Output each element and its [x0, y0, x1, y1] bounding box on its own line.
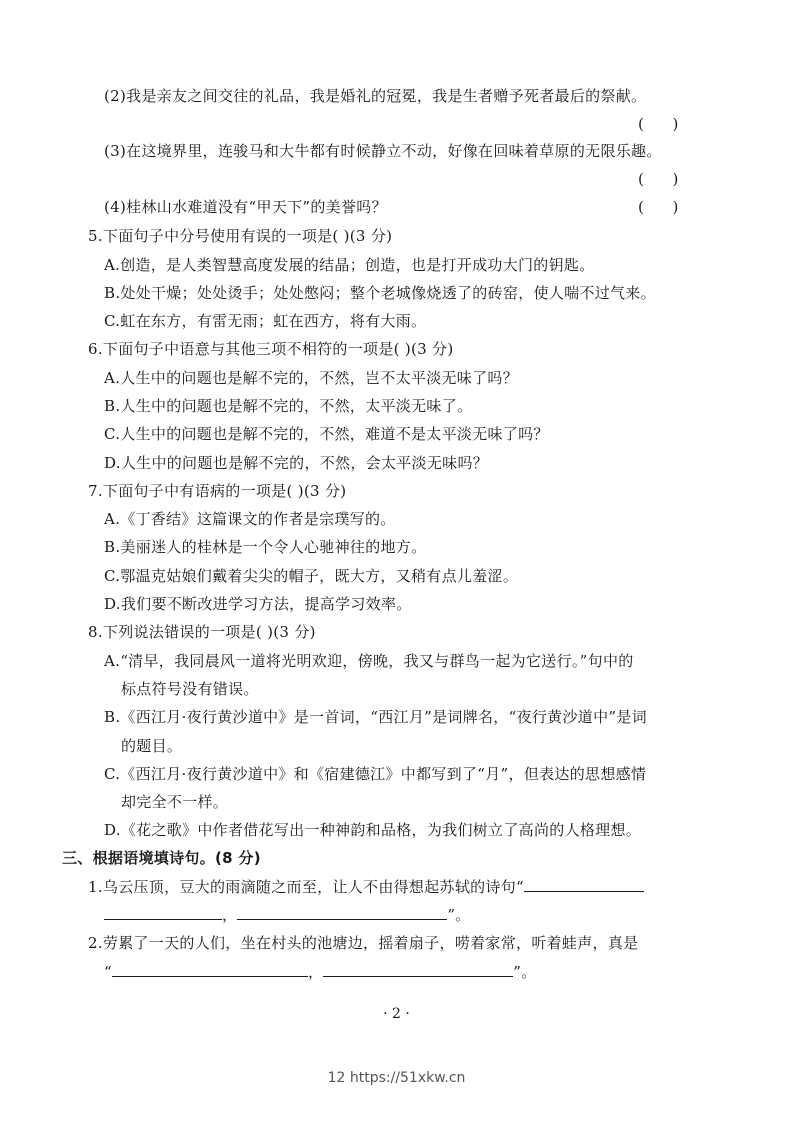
q8-option-c-line1: C.《西江月·夜行黄沙道中》和《宿建德江》中都写到了“月”，但表达的思想感情 [104, 765, 647, 783]
comma: ， [222, 906, 238, 924]
q4-item2: (2)我是亲友之间交往的礼品，我是婚礼的冠冕，我是生者赠予死者最后的祭献。 [104, 87, 647, 105]
q8-option-c-line2: 却完全不一样。 [121, 793, 229, 811]
q5-option-b: B.处处干燥；处处烫手；处处憋闷；整个老城像烧透了的砖窑，使人喘不过气来。 [104, 284, 656, 302]
q7-option-d: D.我们要不断改进学习方法，提高学习效率。 [104, 595, 412, 613]
q7-option-a: A.《丁香结》这篇课文的作者是宗璞写的。 [104, 510, 396, 528]
answer-blank[interactable] [323, 962, 513, 977]
q8-option-a-line2: 标点符号没有错误。 [121, 680, 259, 698]
comma: ， [307, 963, 324, 981]
answer-blank[interactable] [524, 877, 644, 892]
footer-url: 12 https://51xkw.cn [327, 1070, 466, 1086]
closing-quote: ”。 [447, 906, 471, 924]
q4-item4-answer-paren: ( ) [638, 198, 679, 216]
q6-option-d: D.人生中的问题也是解不完的，不然，会太平淡无味吗？ [104, 454, 489, 472]
q4-item4: (4)桂林山水难道没有“甲天下”的美誉吗？ [104, 198, 387, 216]
section3-heading: 三、根据语境填诗句。(8 分) [62, 849, 261, 867]
q7-stem: 7.下面句子中有语病的一项是( )(3 分) [88, 482, 347, 500]
q6-stem: 6.下面句子中语意与其他三项不相符的一项是( )(3 分) [88, 340, 454, 358]
q6-option-c: C.人生中的问题也是解不完的，不然，难道不是太平淡无味了吗？ [104, 425, 549, 443]
q4-item3: (3)在这境界里，连骏马和大牛都有时候静立不动，好像在回味着草原的无限乐趣。 [104, 142, 662, 160]
q8-option-d: D.《花之歌》中作者借花写出一种神韵和品格，为我们树立了高尚的人格理想。 [104, 821, 642, 839]
section3-q1-line2 [104, 905, 471, 925]
answer-blank[interactable] [104, 905, 222, 920]
page-number: · 2 · [383, 1006, 410, 1022]
opening-quote: “ [104, 963, 112, 981]
q8-option-a-line1: A.“清早，我同晨风一道将光明欢迎，傍晚，我又与群鸟一起为它送行。”句中的 [104, 652, 634, 670]
closing-quote: ”。 [513, 963, 537, 981]
q5-option-a: A.创造，是人类智慧高度发展的结晶；创造，也是打开成功大门的钥匙。 [104, 256, 595, 274]
q4-item3-answer-paren: ( ) [638, 170, 679, 188]
q7-option-c: C.鄂温克姑娘们戴着尖尖的帽子，既大方，又稍有点儿羞涩。 [104, 567, 519, 585]
section3-q1-text: 1.乌云压顶，豆大的雨滴随之而至，让人不由得想起苏轼的诗句“ [88, 878, 524, 896]
section3-q1-line1 [88, 877, 644, 897]
q6-option-a: A.人生中的问题也是解不完的，不然，岂不太平淡无味了吗？ [104, 369, 519, 387]
answer-blank[interactable] [237, 905, 447, 920]
q8-option-b-line2: 的题目。 [121, 737, 183, 755]
section3-q2-line2 [104, 962, 537, 982]
q5-option-c: C.虹在东方，有雷无雨；虹在西方，将有大雨。 [104, 312, 427, 330]
q7-option-b: B.美丽迷人的桂林是一个令人心驰神往的地方。 [104, 538, 427, 556]
q8-option-b-line1: B.《西江月·夜行黄沙道中》是一首词，“西江月”是词牌名，“夜行黄沙道中”是词 [104, 708, 647, 726]
q5-stem: 5.下面句子中分号使用有误的一项是( )(3 分) [88, 227, 393, 245]
q8-stem: 8.下列说法错误的一项是( )(3 分) [88, 623, 316, 641]
q6-option-b: B.人生中的问题也是解不完的，不然，太平淡无味了。 [104, 397, 473, 415]
answer-blank[interactable] [112, 962, 308, 977]
section3-q2-line1: 2.劳累了一天的人们，坐在村头的池塘边，摇着扇子，唠着家常，听着蛙声，真是 [88, 934, 639, 952]
q4-item2-answer-paren: ( ) [638, 115, 679, 133]
